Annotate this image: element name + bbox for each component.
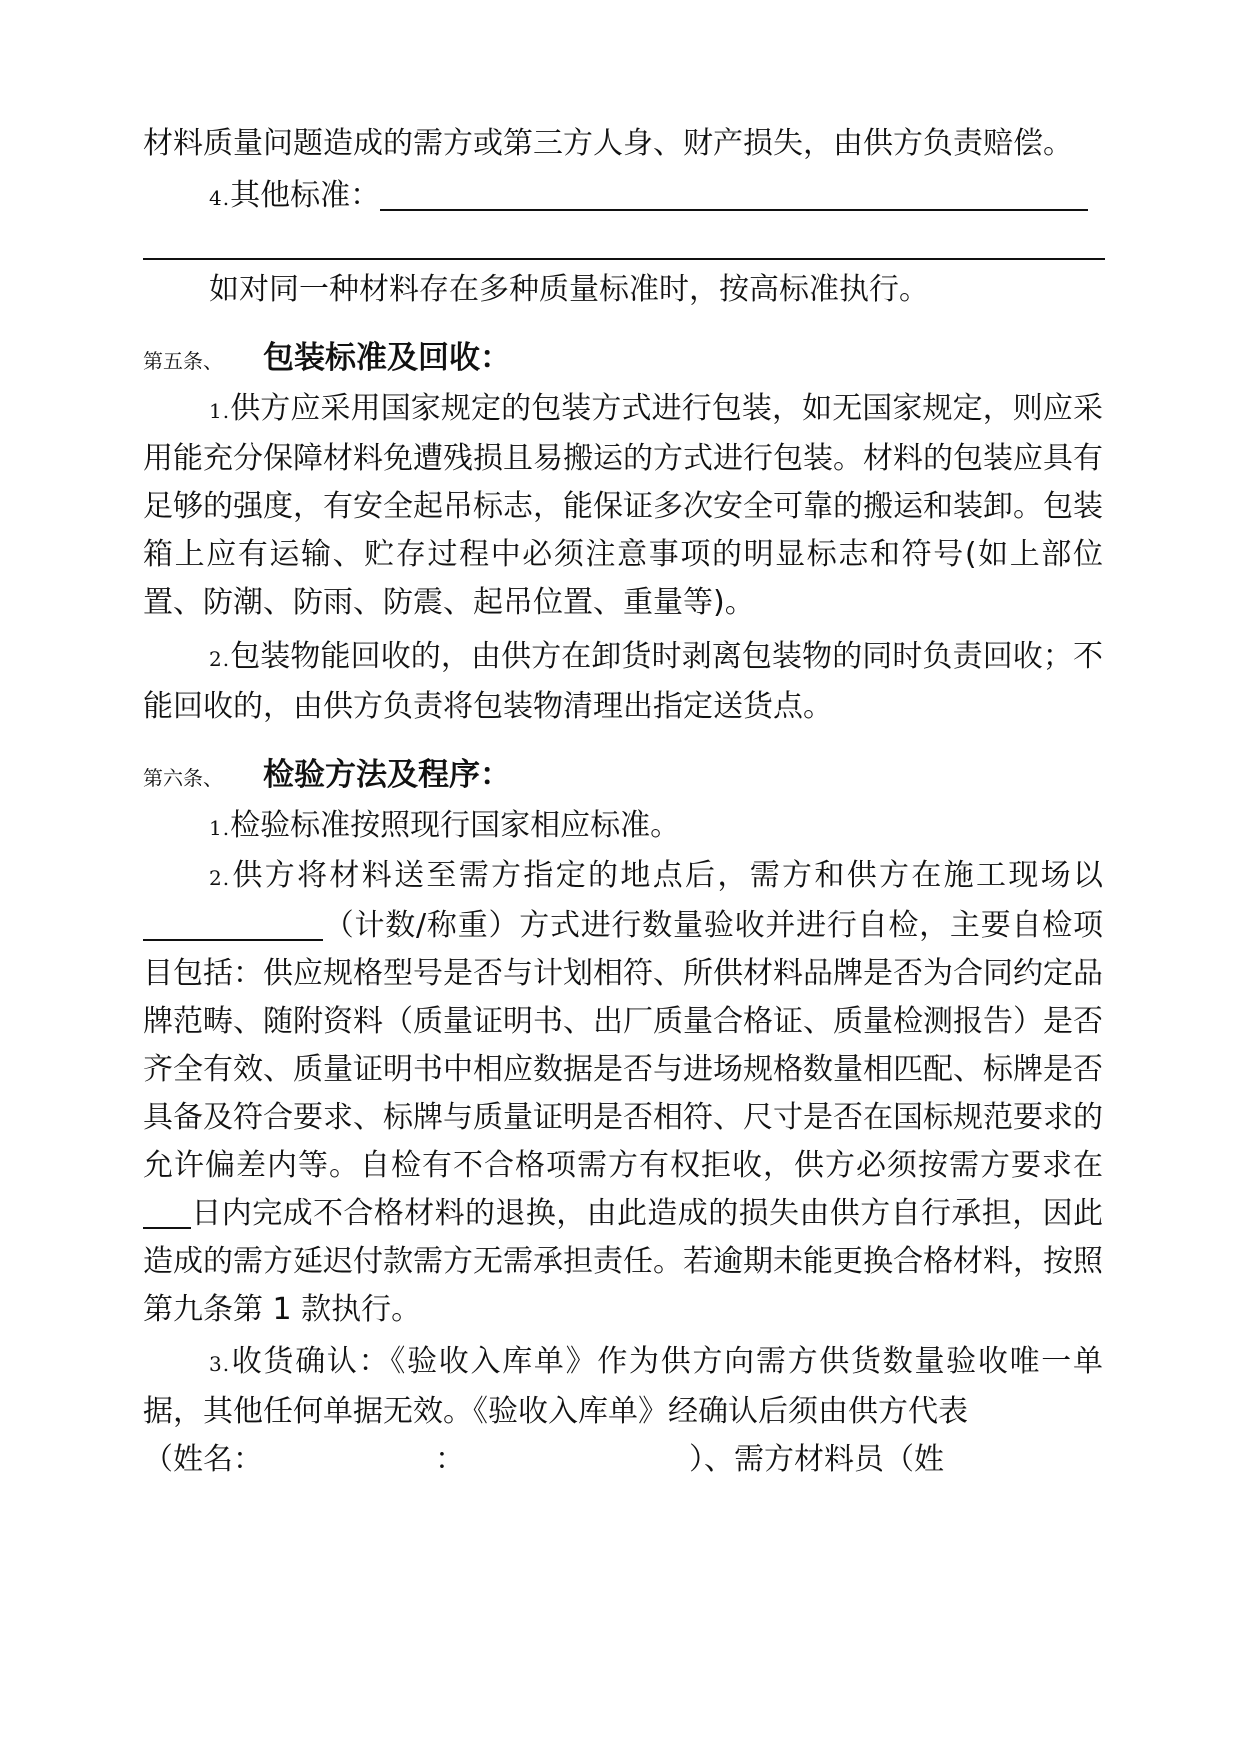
clause-text-c: 日内完成不合格材料的退换，由此造成的损失由供方自行承担，因此造成的需方延迟付款需方无需承担责任。若逾期未能更换合格材料，按照第九条第 1 款执行。 <box>143 1196 1103 1327</box>
article-6-clause-2 <box>143 852 1103 1334</box>
article-5-clause-2 <box>143 633 1103 731</box>
clause-number: 2. <box>209 647 231 671</box>
supplier-name-label: （姓名： <box>143 1442 263 1477</box>
article-5-title: 包装标准及回收： <box>263 340 511 376</box>
article-6-clause-3-signature-line <box>143 1436 1103 1484</box>
supplier-colon: ： <box>435 1442 465 1477</box>
inspection-method-blank[interactable] <box>143 905 323 941</box>
article-6-clause-1 <box>143 802 1103 852</box>
article-5-clause-1 <box>143 385 1103 627</box>
clause-number: 1. <box>209 399 231 423</box>
clause-number: 3. <box>209 1352 231 1376</box>
buyer-material-clerk-label: ）、需方材料员（姓 <box>689 1442 944 1477</box>
article-6-title: 检验方法及程序： <box>263 757 511 793</box>
intro-continuation: 材料质量问题造成的需方或第三方人身、财产损失，由供方负责赔偿。 <box>143 126 1073 161</box>
article-6-clause-3 <box>143 1338 1103 1436</box>
replacement-days-blank[interactable] <box>143 1193 191 1229</box>
clause-text: 收货确认：《验收入库单》作为供方向需方供货数量验收唯一单据，其他任何单据无效。《验收入库单》经确认后须由供方代表 <box>143 1344 1103 1429</box>
clause-number: 2. <box>209 866 231 890</box>
clause-text-b: （计数/称重）方式进行数量验收并进行自检，主要自检项目包括：供应规格型号是否与计划相符、所供材料品牌是否为合同约定品牌范畴、随附资料（质量证明书、出厂质量合格证、质量检测报告）是否齐全有效、质量证明书中相应数据是否与进场规格数量相匹配、标牌是否具备及符合要求、标牌与质量证明是否相符、尺寸是否在国标规范要求的允许偏差内等。自检有不合格项需方有权拒收，供方必须按需方要求在 <box>143 908 1103 1183</box>
clause-text: 检验标准按照现行国家相应标准。 <box>230 808 681 843</box>
item-4-number: 4. <box>209 186 231 210</box>
article-6-heading <box>143 751 1103 802</box>
other-standards-blank-line-2[interactable] <box>143 222 1105 260</box>
item-4-label: 其他标准： <box>230 178 381 213</box>
article-5-heading <box>143 334 1103 385</box>
clause-text: 包装物能回收的，由供方在卸货时剥离包装物的同时负责回收；不能回收的，由供方负责将包装物清理出指定送货点。 <box>143 639 1103 724</box>
clause-number: 1. <box>209 816 231 840</box>
quality-note: 如对同一种材料存在多种质量标准时，按高标准执行。 <box>209 272 929 307</box>
document-page <box>143 120 1103 1484</box>
article-6-number: 第六条、 <box>143 766 223 790</box>
clause-text: 供方应采用国家规定的包装方式进行包装，如无国家规定，则应采用能充分保障材料免遭残损且易搬运的方式进行包装。材料的包装应具有足够的强度，有安全起吊标志，能保证多次安全可靠的搬运和装卸。包装箱上应有运输、贮存过程中必须注意事项的明显标志和符号(如上部位置、防潮、防雨、防震、起吊位置、重量等)。 <box>143 391 1103 620</box>
clause-text-a: 供方将材料送至需方指定的地点后，需方和供方在施工现场以 <box>230 858 1103 893</box>
other-standards-blank-line[interactable] <box>380 175 1088 211</box>
article-5-number: 第五条、 <box>143 349 223 373</box>
item-4-other-standards <box>143 172 1103 222</box>
